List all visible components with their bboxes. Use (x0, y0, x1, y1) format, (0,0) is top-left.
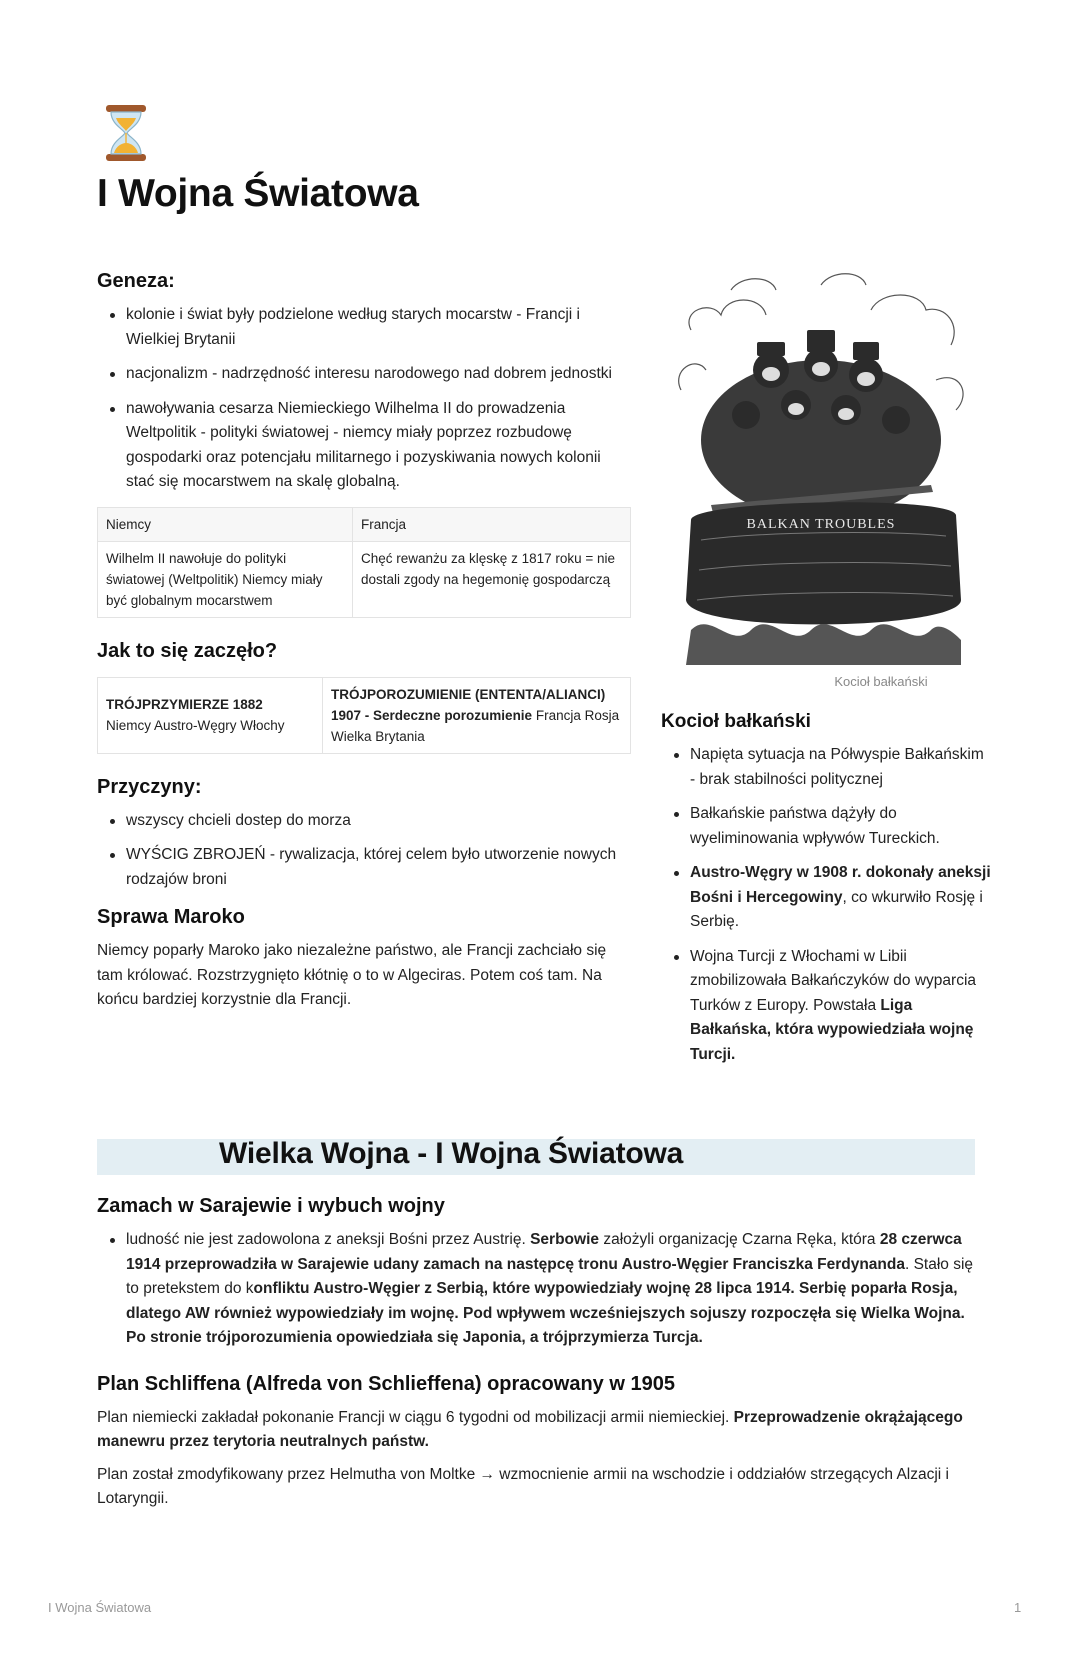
left-column (97, 270, 632, 1013)
table-cell (98, 677, 323, 753)
comparison-table (97, 507, 631, 618)
sarajewo-list (97, 1228, 977, 1351)
bold-text: onfliktu Austro-Węgier z Serbią, które wypowiedziały wojnę 28 lipca 1914. Serbię poparła Rosja, dlatego AW również wypowiedziały im wojnę. Pod wpływem wcześniejszych sojuszy rozpoczęła się Wielka Wojna. Po stronie trójporozumienia opowiedziała się Japonia, a trójprzymierza Turcja. (126, 1280, 965, 1346)
table-header-cell: Francja (353, 507, 631, 541)
list-item: nawoływania cesarza Niemieckiego Wilhelma II do prowadzenia Weltpolitik - polityki światowej - niemcy miały poprzez rozbudowę gospodarki oraz potencjału militarnego i pozyskiwania nowych kolonii stać się mocarstwem na skalę globalną. (97, 397, 632, 495)
lower-section (97, 1195, 977, 1512)
list-item (661, 861, 991, 935)
table-header-cell: Niemcy (98, 507, 353, 541)
hourglass-icon (104, 104, 148, 162)
schlieffen-heading: Plan Schliffena (Alfreda von Schlieffena) opracowany w 1905 (97, 1372, 675, 1395)
kociol-heading: Kocioł bałkański (661, 711, 811, 732)
image-caption: Kocioł bałkański (834, 674, 928, 689)
alliance-members: Francja Rosja Wielka Brytania (331, 707, 620, 744)
list-item: nacjonalizm - nadrzędność interesu narodowego nad dobrem jednostki (97, 362, 632, 387)
bold-text: Liga Bałkańska, która wypowiedziała wojnę Turcji. (690, 996, 974, 1063)
maroko-paragraph: Niemcy poparły Maroko jako niezależne państwo, ale Francji zachciało się tam królować. Rozstrzygnięto kłótnię o to w Algeciras. Potem coś tam. Na końcu bardziej korzystnie dla Francji. (97, 942, 607, 1008)
bold-text: Serbowie (530, 1231, 600, 1248)
schlieffen-paragraph: Plan został zmodyfikowany przez Helmutha von Moltke → wzmocnienie armii na wschodzie i oddziałów strzegących Alzacji i Lotaryngii. (97, 1465, 949, 1507)
right-column (661, 270, 991, 1077)
przyczyny-heading: Przyczyny: (97, 775, 202, 798)
table-cell (323, 677, 631, 753)
sarajewo-heading: Zamach w Sarajewie i wybuch wojny (97, 1195, 445, 1217)
schlieffen-paragraph (97, 1406, 977, 1455)
list-item (97, 1228, 977, 1351)
kociol-list (661, 743, 991, 1067)
alliance-date: 1907 - Serdeczne porozumienie (331, 707, 533, 723)
bold-text: Austro-Węgry w 1908 r. dokonały aneksji Bośni i Hercegowiny (690, 864, 991, 906)
banner-title: Wielka Wojna - I Wojna Światowa (219, 1137, 684, 1170)
alliances-table (97, 677, 631, 754)
plain-text: Wojna Turcji z Włochami w Libii zmobilizowała Bałkańczyków do wyparcia Turków z Europy. Powstała (690, 947, 977, 1014)
page-title: I Wojna Światowa (97, 172, 419, 215)
plain-text: ludność nie jest zadowolona z aneksji Bośni przez Austrię. (126, 1231, 531, 1248)
geneza-heading: Geneza: (97, 270, 175, 292)
table-cell: Chęć rewanżu za klęskę z 1817 roku = nie dostali zgody na hegemonię gospodarczą (353, 541, 631, 617)
bold-text: 28 czerwca 1914 przeprowadziła w Sarajewie udany zamach na następcę tronu Austro-Węgier Franciszka Ferdynanda (126, 1231, 962, 1273)
przyczyny-list (97, 809, 632, 893)
alliance-title: TRÓJPRZYMIERZE 1882 (106, 697, 263, 712)
plain-text: założyli organizację Czarna Ręka, która (599, 1231, 880, 1248)
kettle-label: BALKAN TROUBLES (746, 517, 896, 532)
list-item: Bałkańskie państwa dążyły do wyeliminowania wpływów Tureckich. (661, 802, 991, 851)
list-item (661, 945, 991, 1068)
geneza-list (97, 303, 632, 495)
bold-text: Przeprowadzenie okrążającego manewru przez terytoria neutralnych państw. (97, 1408, 963, 1450)
plain-text: Plan niemiecki zakładał pokonanie Francji w ciągu 6 tygodni od mobilizacji armii niemieckiej. (97, 1408, 734, 1426)
alliance-title: TRÓJPOROZUMIENIE (ENTENTA/ALIANCI) (331, 686, 606, 702)
page-number: 1 (1014, 1600, 1022, 1615)
jak-heading: Jak to się zaczęło? (97, 639, 278, 662)
table-cell: Wilhelm II nawołuje do polityki światowej (Weltpolitik) Niemcy miały być globalnym mocarstwem (98, 541, 353, 617)
plain-text: , co wkurwiło Rosję i Serbię. (690, 888, 983, 930)
footer-title: I Wojna Światowa (48, 1600, 152, 1615)
maroko-heading: Sprawa Maroko (97, 906, 245, 928)
list-item: wszyscy chcieli dostep do morza (97, 809, 632, 834)
balkan-cartoon-image (671, 270, 971, 670)
list-item: Napięta sytuacja na Półwyspie Bałkańskim - brak stabilności politycznej (661, 743, 991, 792)
plain-text: . Stało się to pretekstem do k (126, 1255, 974, 1297)
list-item: kolonie i świat były podzielone według starych mocarstw - Francji i Wielkiej Brytanii (97, 303, 632, 352)
list-item: WYŚCIG ZBROJEŃ - rywalizacja, której celem było utworzenie nowych rodzajów broni (97, 843, 632, 892)
alliance-members: Niemcy Austro-Węgry Włochy (106, 718, 285, 733)
